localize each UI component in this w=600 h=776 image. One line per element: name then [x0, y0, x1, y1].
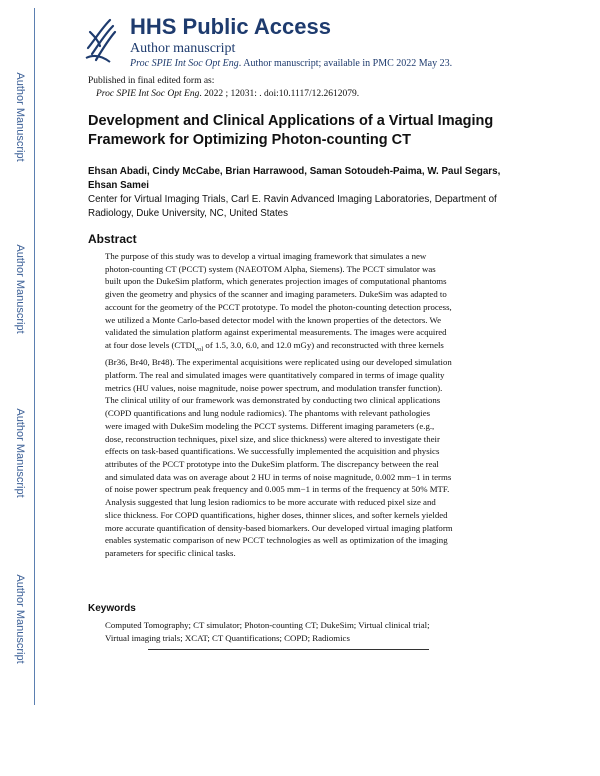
- published-citation: [96, 89, 359, 99]
- keywords-body: [105, 619, 500, 644]
- sidebar-label-1: Author Manuscript: [14, 72, 26, 162]
- sidebar-label-3: Author Manuscript: [14, 408, 26, 498]
- abstract-line: slice thickness. For COPD quantifications, higher doses, thinner slices, and softer kernels yielded: [105, 509, 448, 520]
- abstract-line: platform. The real and simulated images were quantitatively compared in terms of image quality: [105, 370, 445, 381]
- abstract-heading: Abstract: [88, 232, 137, 246]
- keywords-heading: Keywords: [88, 603, 136, 614]
- hhs-eagle-logo-icon: [80, 14, 118, 68]
- abstract-line: were imaged with DukeSim modeling the PCCT systems. Different imaging parameters (e.g.,: [105, 420, 435, 431]
- abstract-line: we utilized a Monte Carlo-based detector model with the known properties of the detectors. We: [105, 314, 441, 325]
- citation-availability: . Author manuscript; available in PMC 2022 May 23.: [238, 58, 453, 69]
- abstract-line: Analysis suggested that lung lesion radiomics to be more accurate with reduced pixel size and: [105, 497, 436, 508]
- manuscript-citation: [130, 58, 452, 69]
- abstract-line: of noise power spectrum peak frequency and 0.005 mm−1 in terms of the frequency at 50% MTF.: [105, 484, 450, 495]
- paper-title: Development and Clinical Applications of a Virtual Imaging Framework for Optimizing Photon-counting CT: [88, 113, 494, 148]
- abstract-line: validated the simulation platform against experimental measurements. The images were acquired: [105, 327, 447, 338]
- abstract-line: attributes of the PCCT prototype into the DukeSim platform. The discrepancy between the real: [105, 459, 439, 469]
- author-manuscript-label: Author manuscript: [130, 41, 236, 56]
- hhs-public-access-title: HHS Public Access: [130, 14, 331, 39]
- abstract-line: The purpose of this study was to develop a virtual imaging framework that simulates a new: [105, 251, 427, 261]
- abstract-line: photon-counting CT (PCCT) system (NAEOTOM Alpha, Siemens). The PCCT simulator was: [105, 263, 436, 274]
- abstract-line: metrics (HU values, noise magnitude, noise power spectrum, and modulation transfer function).: [105, 382, 443, 393]
- abstract-line: at four dose levels ($CTDI_{vol}$ of 1.5, 3.0, 6.0, and 12.0 mGy) and reconstructed with three kernels: [105, 339, 444, 353]
- abstract-line: (COPD quantifications and lung nodule radiomics). The phantoms with relevant pathologies: [105, 408, 431, 419]
- abstract-line: and simulated data was on average about 2 HU in terms of noise magnitude, 0.002 mm−1 in terms: [105, 471, 452, 482]
- abstract-line: account for the geometry of the PCCT prototype. To model the photon-counting detection process,: [105, 301, 452, 312]
- footnote-divider: [148, 649, 429, 650]
- sidebar-label-2: Author Manuscript: [14, 244, 26, 334]
- abstract-line: enables systematic comparison of new PCCT technologies as well as optimization of the imaging: [105, 535, 448, 546]
- abstract-line: effects on task-based quantifications. We successfully implemented the acquisition and physics: [105, 446, 440, 457]
- abstract-line: parameters for specific clinical tasks.: [105, 547, 236, 558]
- keywords-line: Computed Tomography; CT simulator; Photon-counting CT; DukeSim; Virtual clinical trial;: [105, 620, 430, 630]
- abstract-line: (Br36, Br40, Br48). The experimental acquisitions were replicated using our developed simulation: [105, 357, 452, 368]
- sidebar-label-4: Author Manuscript: [14, 574, 26, 664]
- author-list: Ehsan Abadi, Cindy McCabe, Brian Harrawood, Saman Sotoudeh-Paima, W. Paul Segars, Ehsan Samei: [88, 166, 501, 191]
- abstract-body: [105, 250, 500, 560]
- sidebar-rule: [34, 8, 35, 705]
- abstract-line: dose, reconstruction techniques, pixel size, and slice thickness) were altered to investigate their: [105, 433, 440, 444]
- abstract-line: given the geometry and physics of the scanner and imaging parameters. DukeSim was adapted to: [105, 289, 447, 300]
- abstract-line: built upon the DukeSim platform, which generates projection images of computational phantoms: [105, 276, 447, 287]
- affiliation: Center for Virtual Imaging Trials, Carl E. Ravin Advanced Imaging Laboratories, Department of Radiology, Duke University, NC, United States: [88, 194, 497, 219]
- published-details: . 2022 ; 12031: . doi:10.1117/12.2612079.: [199, 89, 360, 99]
- abstract-line: The clinical utility of our framework was demonstrated by conducting two clinical applications: [105, 395, 441, 406]
- published-label: Published in final edited form as:: [88, 76, 215, 86]
- abstract-line: more accurate quantification of density-based biomarkers. Our developed virtual imaging platform: [105, 522, 453, 533]
- keywords-line: Virtual imaging trials; XCAT; CT Quantifications; COPD; Radiomics: [105, 632, 350, 643]
- published-journal: Proc SPIE Int Soc Opt Eng: [96, 89, 200, 99]
- citation-journal: Proc SPIE Int Soc Opt Eng: [130, 58, 239, 69]
